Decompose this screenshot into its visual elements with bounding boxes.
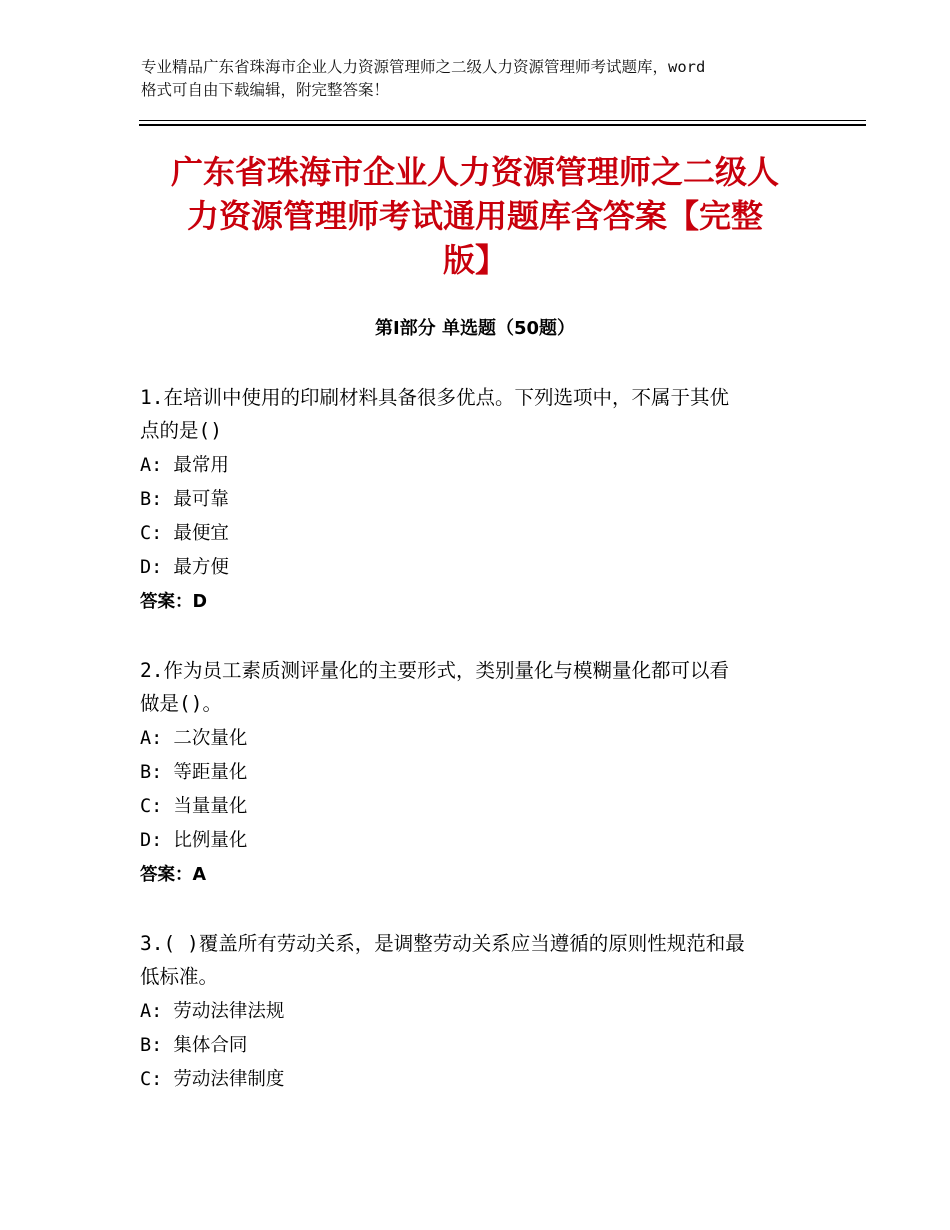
section-heading: 第Ⅰ部分 单选题（50题） [374,318,575,339]
question-stem-line-1: 1.在培训中使用的印刷材料具备很多优点。下列选项中，不属于其优 [140,386,729,409]
option-c: C: 劳动法律制度 [140,1069,285,1090]
question-stem-line-2: 做是()。 [140,692,222,715]
question-stem-line-1: 3.( )覆盖所有劳动关系，是调整劳动关系应当遵循的原则性规范和最 [140,932,745,955]
question-stem [140,381,830,447]
question-stem [140,927,830,993]
option-a: A: 二次量化 [140,728,248,749]
header-note-line-1: 专业精品广东省珠海市企业人力资源管理师之二级人力资源管理师考试题库，word [141,58,706,76]
option-d: D: 最方便 [140,557,229,578]
option-c: C: 最便宜 [140,523,229,544]
question-stem [140,654,830,720]
answer: 答案：D [140,592,208,612]
question-stem-line-1: 2.作为员工素质测评量化的主要形式，类别量化与模糊量化都可以看 [140,659,729,682]
answer: 答案：A [140,865,207,885]
header-note-line-2: 格式可自由下载编辑，附完整答案！ [141,81,390,99]
option-a: A: 最常用 [140,455,229,476]
header-divider-thick [139,124,866,126]
title-line-1: 广东省珠海市企业人力资源管理师之二级人 [170,153,779,191]
header-note [141,56,831,102]
option-b: B: 集体合同 [140,1035,248,1056]
option-b: B: 等距量化 [140,762,248,783]
option-c: C: 当量量化 [140,796,248,817]
question-stem-line-2: 点的是() [140,419,222,442]
question-1 [140,381,830,619]
question-2 [140,654,830,892]
title-line-3: 版】 [442,241,507,279]
title-line-2: 力资源管理师考试通用题库含答案【完整 [186,197,763,235]
question-3 [140,927,830,1097]
question-stem-line-2: 低标准。 [140,965,219,988]
document-title [110,150,840,282]
option-b: B: 最可靠 [140,489,229,510]
header-divider-thin [139,120,866,121]
option-d: D: 比例量化 [140,830,248,851]
option-a: A: 劳动法律法规 [140,1001,285,1022]
